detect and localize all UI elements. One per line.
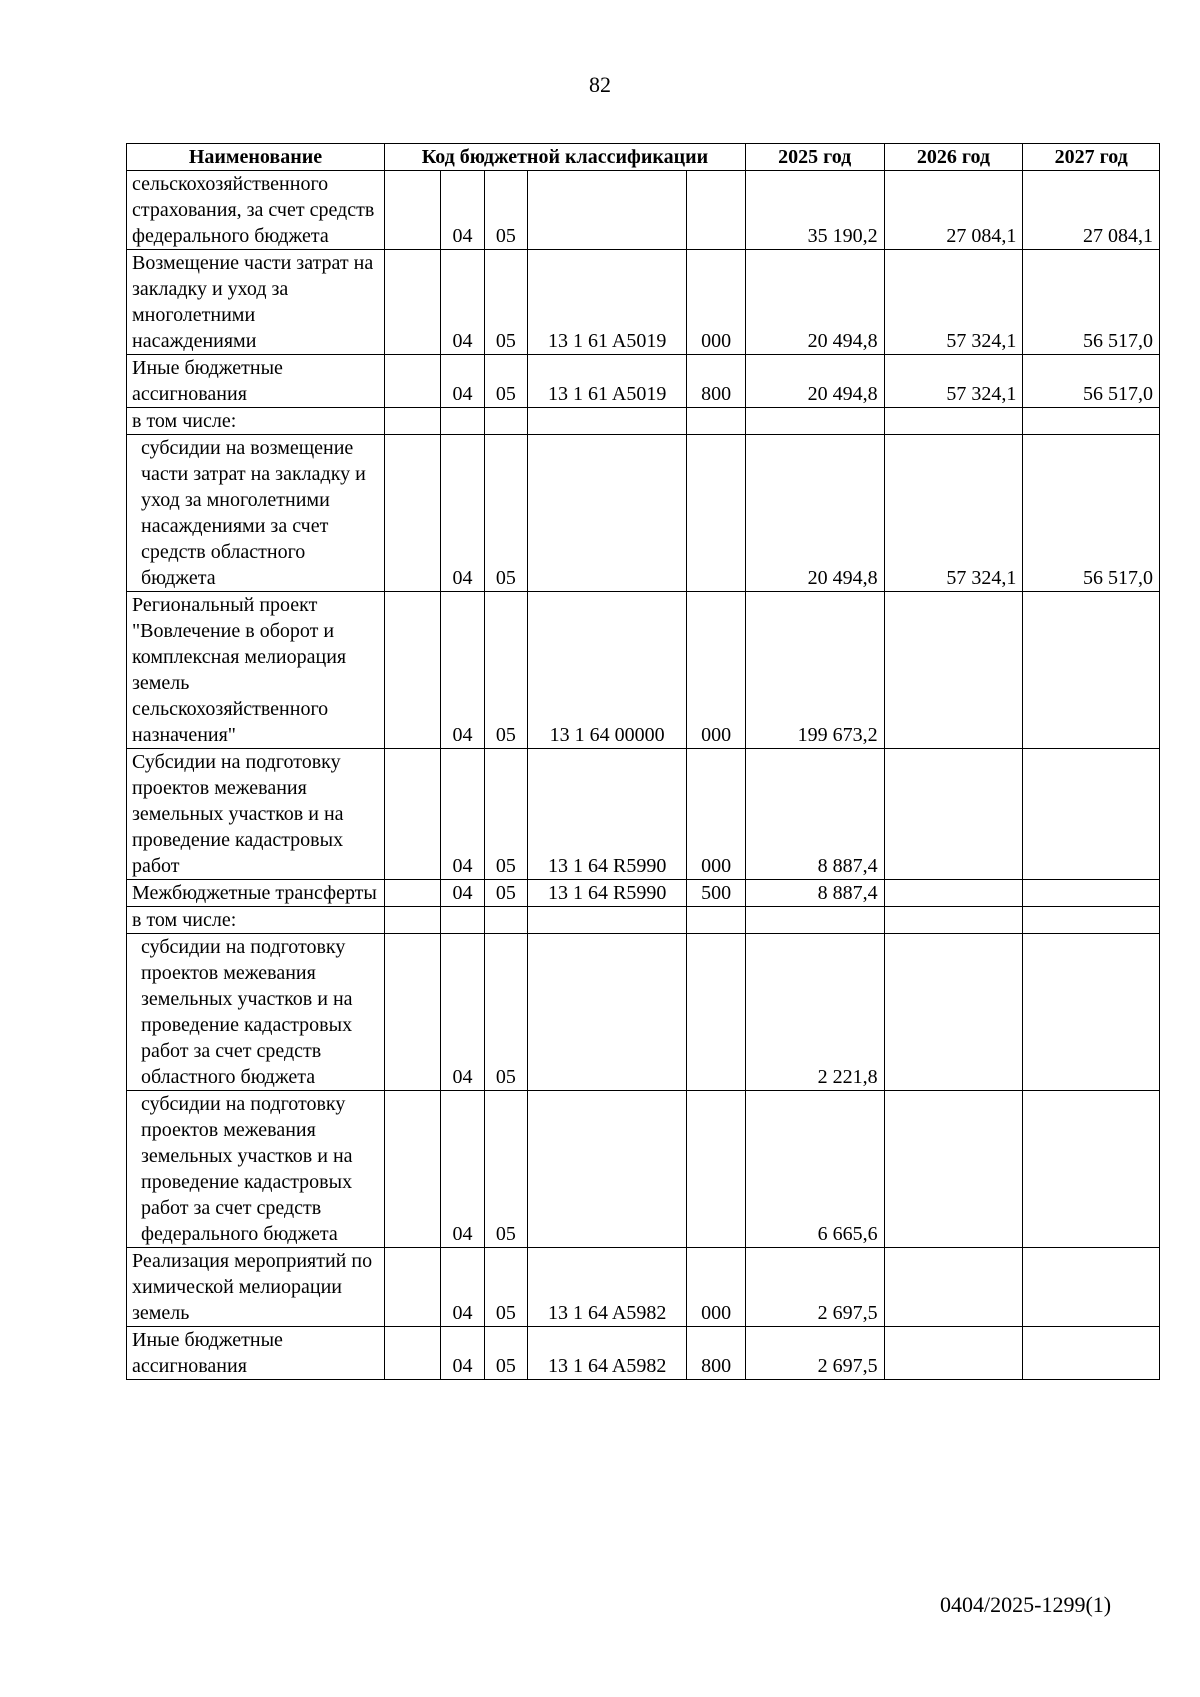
document-code: 0404/2025-1299(1) [940, 1592, 1112, 1617]
row-2026 [884, 592, 1023, 749]
row-vr [687, 907, 746, 934]
row-pr: 05 [484, 1327, 527, 1380]
row-2027: 56 517,0 [1023, 435, 1160, 592]
header-2025: 2025 год [745, 144, 884, 171]
row-vr [687, 171, 746, 250]
table-row [127, 1248, 1160, 1327]
row-csr: 13 1 61 A5019 [528, 250, 687, 355]
row-2026: 57 324,1 [884, 355, 1023, 408]
row-2026 [884, 907, 1023, 934]
row-pr: 05 [484, 435, 527, 592]
row-csr: 13 1 64 A5982 [528, 1248, 687, 1327]
row-name: субсидии на подготовку проектов межевания земельных участков и на проведение кадастровых работ за счет средств областного бюджета [127, 934, 385, 1091]
row-rz: 04 [441, 435, 484, 592]
row-2027 [1023, 749, 1160, 880]
row-vr [687, 435, 746, 592]
row-rz: 04 [441, 1091, 484, 1248]
row-name: субсидии на подготовку проектов межевания земельных участков и на проведение кадастровых работ за счет средств федерального бюджета [127, 1091, 385, 1248]
row-csr [528, 1091, 687, 1248]
row-vr [687, 1091, 746, 1248]
row-2026 [884, 408, 1023, 435]
row-rz [441, 907, 484, 934]
row-2025: 20 494,8 [745, 355, 884, 408]
row-pr: 05 [484, 749, 527, 880]
row-vr: 500 [687, 880, 746, 907]
row-2026 [884, 1327, 1023, 1380]
row-2026 [884, 1248, 1023, 1327]
row-2025 [745, 907, 884, 934]
row-2026 [884, 880, 1023, 907]
row-2025 [745, 408, 884, 435]
row-2027 [1023, 907, 1160, 934]
row-name: Региональный проект "Вовлечение в оборот и комплексная мелиорация земель сельскохозяйственного назначения" [127, 592, 385, 749]
row-csr: 13 1 64 R5990 [528, 880, 687, 907]
row-name: сельскохозяйственного страхования, за счет средств федерального бюджета [127, 171, 385, 250]
row-name: Субсидии на подготовку проектов межевания земельных участков и на проведение кадастровых работ [127, 749, 385, 880]
row-2027 [1023, 1327, 1160, 1380]
table-row [127, 907, 1160, 934]
row-pr: 05 [484, 880, 527, 907]
row-vr: 800 [687, 1327, 746, 1380]
row-pr: 05 [484, 250, 527, 355]
row-vr: 000 [687, 592, 746, 749]
row-pr [484, 408, 527, 435]
row-2027: 27 084,1 [1023, 171, 1160, 250]
row-2025: 8 887,4 [745, 749, 884, 880]
table-row [127, 250, 1160, 355]
budget-table [126, 143, 1160, 1380]
page-number: 82 [589, 72, 611, 97]
table-row [127, 1091, 1160, 1248]
row-name: в том числе: [127, 408, 385, 435]
row-2025: 6 665,6 [745, 1091, 884, 1248]
table-row [127, 408, 1160, 435]
row-name: Иные бюджетные ассигнования [127, 355, 385, 408]
row-name: Возмещение части затрат на закладку и уход за многолетними насаждениями [127, 250, 385, 355]
row-rz: 04 [441, 171, 484, 250]
row-2026: 57 324,1 [884, 435, 1023, 592]
row-vr [687, 934, 746, 1091]
row-rz: 04 [441, 749, 484, 880]
row-2026 [884, 934, 1023, 1091]
header-2026: 2026 год [884, 144, 1023, 171]
table-row [127, 1327, 1160, 1380]
table-body [127, 171, 1160, 1380]
row-2026 [884, 1091, 1023, 1248]
row-rz: 04 [441, 934, 484, 1091]
row-2027 [1023, 408, 1160, 435]
table-row [127, 880, 1160, 907]
row-2027: 56 517,0 [1023, 355, 1160, 408]
row-2025: 20 494,8 [745, 250, 884, 355]
row-pr: 05 [484, 592, 527, 749]
row-2025: 199 673,2 [745, 592, 884, 749]
row-csr [528, 934, 687, 1091]
row-2026: 27 084,1 [884, 171, 1023, 250]
row-2025: 2 697,5 [745, 1248, 884, 1327]
row-2027 [1023, 1091, 1160, 1248]
row-name: Межбюджетные трансферты [127, 880, 385, 907]
header-code: Код бюджетной классификации [384, 144, 745, 171]
row-csr [528, 907, 687, 934]
row-name: в том числе: [127, 907, 385, 934]
row-rz [441, 408, 484, 435]
row-vr: 000 [687, 1248, 746, 1327]
row-csr: 13 1 61 A5019 [528, 355, 687, 408]
row-csr [528, 408, 687, 435]
row-rz: 04 [441, 880, 484, 907]
row-2026 [884, 749, 1023, 880]
row-vr: 000 [687, 749, 746, 880]
row-csr [528, 435, 687, 592]
row-rz: 04 [441, 1248, 484, 1327]
row-vr: 800 [687, 355, 746, 408]
row-2025: 8 887,4 [745, 880, 884, 907]
table-row [127, 592, 1160, 749]
row-2027 [1023, 934, 1160, 1091]
row-pr: 05 [484, 1091, 527, 1248]
row-2025: 2 697,5 [745, 1327, 884, 1380]
table-row [127, 435, 1160, 592]
row-2027 [1023, 1248, 1160, 1327]
table-header [127, 144, 1160, 171]
row-name: субсидии на возмещение части затрат на закладку и уход за многолетними насаждениями за счет средств областного бюджета [127, 435, 385, 592]
row-pr: 05 [484, 934, 527, 1091]
table-row [127, 355, 1160, 408]
row-vr: 000 [687, 250, 746, 355]
row-rz: 04 [441, 592, 484, 749]
row-2026: 57 324,1 [884, 250, 1023, 355]
row-rz: 04 [441, 250, 484, 355]
table-row [127, 749, 1160, 880]
row-name: Иные бюджетные ассигнования [127, 1327, 385, 1380]
row-name: Реализация мероприятий по химической мелиорации земель [127, 1248, 385, 1327]
row-pr: 05 [484, 355, 527, 408]
row-pr: 05 [484, 171, 527, 250]
row-rz: 04 [441, 355, 484, 408]
row-pr: 05 [484, 1248, 527, 1327]
row-csr: 13 1 64 A5982 [528, 1327, 687, 1380]
row-rz: 04 [441, 1327, 484, 1380]
header-name: Наименование [127, 144, 385, 171]
row-csr: 13 1 64 00000 [528, 592, 687, 749]
table-row [127, 934, 1160, 1091]
row-2027 [1023, 880, 1160, 907]
row-2027 [1023, 592, 1160, 749]
row-csr [528, 171, 687, 250]
row-vr [687, 408, 746, 435]
row-2027: 56 517,0 [1023, 250, 1160, 355]
row-2025: 20 494,8 [745, 435, 884, 592]
row-csr: 13 1 64 R5990 [528, 749, 687, 880]
table-row [127, 171, 1160, 250]
row-2025: 2 221,8 [745, 934, 884, 1091]
row-pr [484, 907, 527, 934]
row-2025: 35 190,2 [745, 171, 884, 250]
header-2027: 2027 год [1023, 144, 1160, 171]
